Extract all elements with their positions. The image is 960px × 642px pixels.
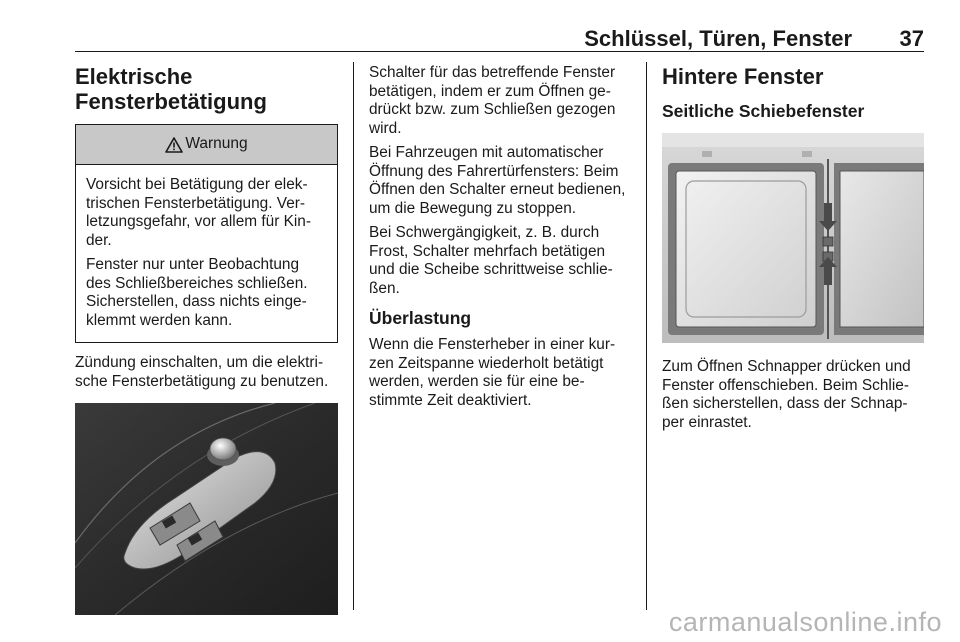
warning-body bbox=[76, 165, 337, 342]
header-title: Schlüssel, Türen, Fenster bbox=[584, 26, 852, 51]
page-header bbox=[75, 26, 924, 52]
column-2 bbox=[369, 64, 631, 416]
auto-open-paragraph: Bei Fahrzeugen mit automatischer Öffnung des Fahrertürfensters: Beim Öffnen den Schalter erneut bedienen, um die Bewegung zu stoppen. bbox=[369, 144, 626, 217]
warning-paragraph-2: Fenster nur unter Beobachtung des Schließbereiches schließen. Sicherstellen, dass nichts einge-klemmt werden kann. bbox=[86, 256, 308, 329]
column-1 bbox=[75, 64, 338, 615]
window-switch-illustration bbox=[75, 403, 338, 615]
warning-triangle-icon bbox=[165, 137, 183, 153]
sliding-window-illustration bbox=[662, 133, 924, 343]
overload-paragraph: Wenn die Fensterheber in einer kur-zen Zeitspanne wiederholt betätigt werden, werden sie für eine be-stimmte Zeit deaktiviert. bbox=[369, 336, 616, 409]
column-divider-2 bbox=[646, 62, 647, 610]
warning-header bbox=[76, 125, 337, 165]
heading-line-2: Fensterbetätigung bbox=[75, 89, 267, 114]
watermark: carmanualsonline.info bbox=[668, 607, 942, 637]
frost-paragraph: Bei Schwergängigkeit, z. B. durch Frost, Schalter mehrfach betätigen und die Scheibe schrittweise schlie-ßen. bbox=[369, 224, 613, 297]
warning-paragraph-1: Vorsicht bei Betätigung der elek-trischen Fensterbetätigung. Ver-letzungsgefahr, vor allem für Kin-der. bbox=[86, 176, 311, 249]
operate-paragraph: Schalter für das betreffende Fenster betätigen, indem er zum Öffnen ge-drückt bzw. zum Schließen gezogen wird. bbox=[369, 64, 616, 137]
column-3 bbox=[662, 64, 924, 438]
header-divider bbox=[75, 51, 924, 52]
section-heading-electric-windows bbox=[75, 64, 338, 114]
column-divider-1 bbox=[353, 62, 354, 610]
warning-label: Warnung bbox=[185, 135, 248, 153]
overload-subheading: Überlastung bbox=[369, 308, 472, 328]
sliding-windows-subheading: Seitliche Schiebefenster bbox=[662, 101, 865, 121]
page-number: 37 bbox=[899, 26, 924, 51]
rear-windows-heading: Hintere Fenster bbox=[662, 64, 824, 89]
heading-line-1: Elektrische bbox=[75, 64, 193, 89]
sliding-window-paragraph: Zum Öffnen Schnapper drücken und Fenster offenschieben. Beim Schlie-ßen sicherstellen, dass der Schnap-per einrastet. bbox=[662, 358, 911, 431]
ignition-paragraph: Zündung einschalten, um die elektri-sche Fensterbetätigung zu benutzen. bbox=[75, 354, 329, 390]
warning-box bbox=[75, 124, 338, 343]
